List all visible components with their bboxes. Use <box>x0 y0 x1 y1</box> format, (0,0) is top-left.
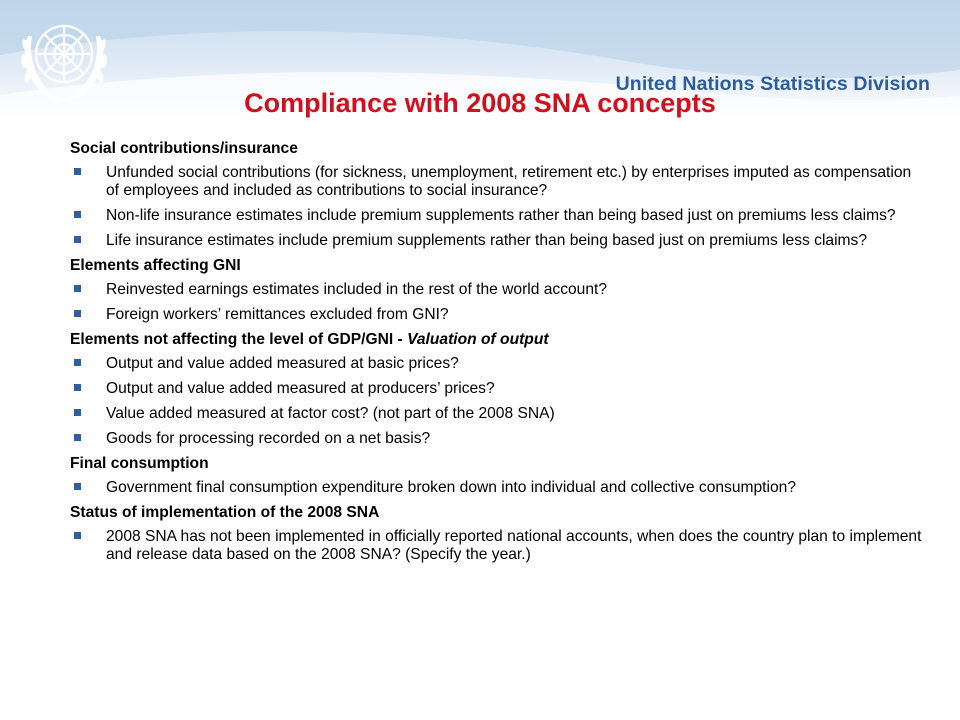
square-bullet-icon <box>74 483 81 490</box>
slide-title: Compliance with 2008 SNA concepts <box>244 88 716 118</box>
section-elements-affecting-gni <box>70 257 922 324</box>
section-valuation-of-output <box>70 331 922 448</box>
section-heading: Final consumption <box>70 455 209 472</box>
square-bullet-icon <box>74 409 81 416</box>
section-heading: Elements affecting GNI <box>70 257 241 274</box>
square-bullet-icon <box>74 285 81 292</box>
list-item: Output and value added measured at producers’ prices? <box>70 380 922 398</box>
square-bullet-icon <box>74 359 81 366</box>
section-heading: Elements not affecting the level of GDP/GNI - Valuation of output <box>70 331 549 348</box>
list-item: Output and value added measured at basic prices? <box>70 355 922 373</box>
square-bullet-icon <box>74 236 81 243</box>
list-item: Government final consumption expenditure broken down into individual and collective consumption? <box>70 479 922 497</box>
section-heading-italic: Valuation of output <box>407 331 549 348</box>
square-bullet-icon <box>74 168 81 175</box>
organization-name: United Nations Statistics Division <box>615 73 930 95</box>
slide-content <box>70 140 922 571</box>
square-bullet-icon <box>74 434 81 441</box>
section-implementation-status <box>70 504 922 564</box>
list-item: 2008 SNA has not been implemented in officially reported national accounts, when does the country plan to implement and release data based on the 2008 SNA? (Specify the year.) <box>70 528 922 564</box>
square-bullet-icon <box>74 310 81 317</box>
section-social-contributions <box>70 140 922 250</box>
list-item: Unfunded social contributions (for sickness, unemployment, retirement etc.) by enterprises imputed as compensation of employees and included as contributions to social insurance? <box>70 164 922 200</box>
list-item: Reinvested earnings estimates included in the rest of the world account? <box>70 281 922 299</box>
list-item: Foreign workers’ remittances excluded from GNI? <box>70 306 922 324</box>
section-heading: Status of implementation of the 2008 SNA <box>70 504 380 521</box>
section-heading: Social contributions/insurance <box>70 140 298 157</box>
square-bullet-icon <box>74 532 81 539</box>
list-item: Non-life insurance estimates include premium supplements rather than being based just on premiums less claims? <box>70 207 922 225</box>
square-bullet-icon <box>74 384 81 391</box>
square-bullet-icon <box>74 211 81 218</box>
section-final-consumption <box>70 455 922 497</box>
list-item: Goods for processing recorded on a net basis? <box>70 430 922 448</box>
list-item: Value added measured at factor cost? (not part of the 2008 SNA) <box>70 405 922 423</box>
list-item: Life insurance estimates include premium supplements rather than being based just on premiums less claims? <box>70 232 922 250</box>
